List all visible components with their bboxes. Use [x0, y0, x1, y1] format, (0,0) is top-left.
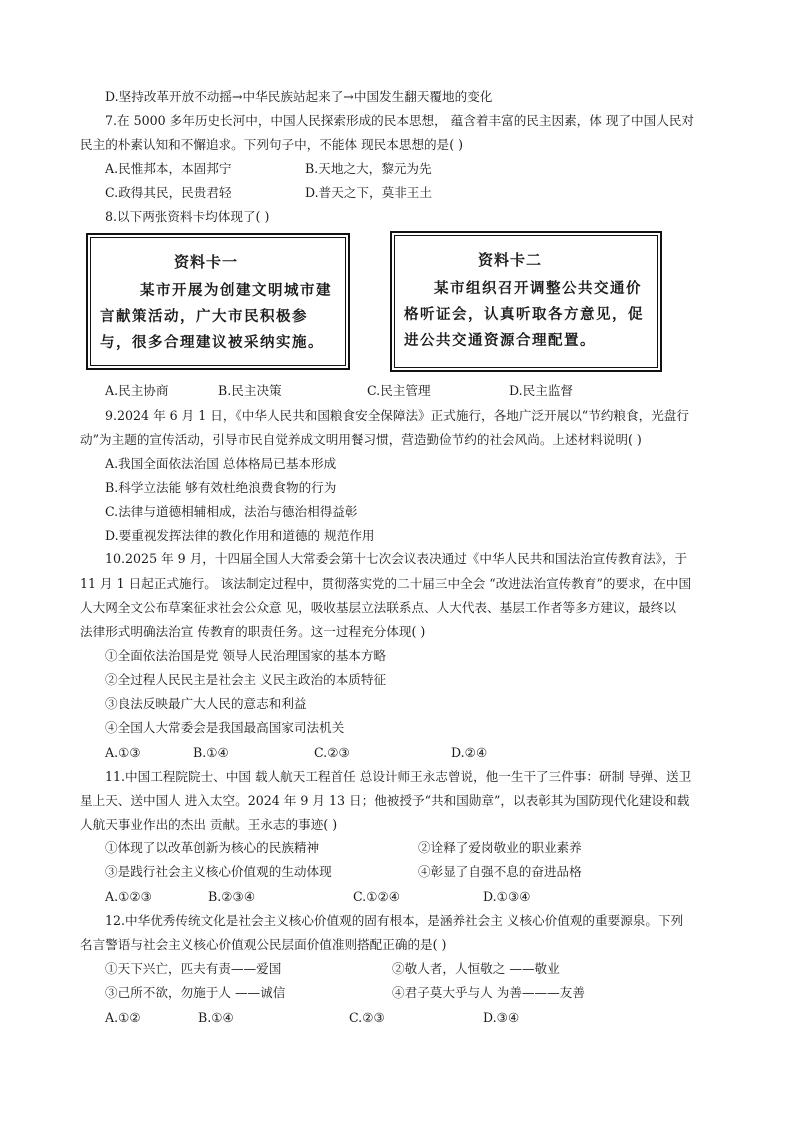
info-card-2-line3: 进公共交通资源合理配置。	[404, 332, 596, 349]
q12-option-a: A.①②	[105, 1010, 141, 1025]
q7-stem-line1: 7.在 5000 多年历史长河中，中国人民探索形成的民本思想， 蕴含着丰富的民主因素，体 现了中国人民对	[105, 113, 695, 128]
q11-statement-4: ④彰显了自强不息的奋进品格	[418, 864, 582, 879]
q10-stem-line3: 人大网全文公布草案征求社会公众意 见，吸收基层立法联系点、人大代表、基层工作者等多方建议，最终以	[80, 600, 676, 615]
q12-statement-3: ③己所不欲，勿施于人 ——诚信	[105, 985, 286, 1000]
info-card-1	[86, 233, 350, 370]
q10-statement-1: ①全面依法治国是党 领导人民治理国家的基本方略	[105, 648, 387, 663]
q12-option-c: C.②③	[349, 1010, 385, 1025]
q8-stem: 8.以下两张资料卡均体现了( )	[105, 209, 270, 224]
q12-statement-1: ①天下兴亡，匹夫有责——爱国	[105, 961, 282, 976]
q11-stem-line2: 星上天、送中国人 进入太空。2024 年 9 月 13 日；他被授予“共和国勋章”，以表彰其为国防现代化建设和载	[80, 793, 690, 808]
q10-statement-4: ④全国人大常委会是我国最高国家司法机关	[105, 720, 345, 735]
q9-stem-line1: 9.2024 年 6 月 1 日，《中华人民共和国粮食安全保障法》正式施行，各地广泛开展以“节约粮食，光盘行	[105, 408, 689, 423]
q10-statement-2: ②全过程人民民主是社会主 义民主政治的本质特征	[105, 672, 387, 687]
q12-stem-line2: 名言警语与社会主义核心价值观公民层面价值准则搭配正确的是( )	[80, 937, 447, 952]
q7-option-a: A.民惟邦本，本固邦宁	[105, 161, 232, 176]
q8-option-d: D.民主监督	[509, 383, 574, 398]
q10-stem-line1: 10.2025 年 9 月，十四届全国人大常委会第十七次会议表决通过《中华人民共和国法治宣传教育法》，于	[105, 551, 688, 566]
q10-statement-3: ③良法反映最广大人民的意志和利益	[105, 696, 307, 711]
q12-statement-4: ④君子莫大乎与人 为善———友善	[392, 985, 585, 1000]
q10-stem-line4: 法律形式明确法治宣 传教育的职责任务。这一过程充分体现( )	[80, 624, 426, 639]
q6-option-d: D.坚持改革开放不动摇→中华民族站起来了→中国发生翻天覆地的变化	[105, 89, 493, 104]
q11-statement-3: ③是践行社会主义核心价值观的生动体现	[105, 864, 332, 879]
q8-option-b: B.民主决策	[218, 383, 282, 398]
q11-option-a: A.①②③	[105, 889, 152, 904]
q8-option-c: C.民主管理	[367, 383, 431, 398]
q10-option-c: C.②③	[314, 745, 350, 760]
q10-stem-line2: 11 月 1 日起正式施行。 该法制定过程中，贯彻落实党的二十届三中全会 “改进法治宣传教育”的要求，在中国	[80, 576, 692, 591]
info-card-2-title: 资料卡二	[478, 251, 543, 269]
q12-statement-2: ②敬人者，人恒敬之 ——敬业	[392, 961, 560, 976]
q7-option-c: C.政得其民，民贵君轻	[105, 185, 232, 200]
q11-stem-line1: 11.中国工程院院士、中国 载人航天工程首任 总设计师王永志曾说，他一生干了三件事：研制 导弹、送卫	[105, 769, 692, 784]
q10-option-b: B.①④	[193, 745, 229, 760]
q7-option-d: D.普天之下，莫非王土	[305, 185, 432, 200]
q9-option-c: C.法律与道德相辅相成，法治与德治相得益彰	[105, 504, 358, 519]
q11-statement-1: ①体现了以改革创新为核心的民族精神	[105, 840, 320, 855]
info-card-1-line1: 某市开展为创建文明城市建	[140, 282, 332, 299]
q9-option-b: B.科学立法能 够有效杜绝浪费食物的行为	[105, 480, 337, 495]
q9-option-a: A.我国全面依法治国 总体格局已基本形成	[105, 456, 337, 471]
q12-option-d: D.③④	[483, 1010, 520, 1025]
info-card-2-line1: 某市组织召开调整公共交通价	[434, 280, 642, 297]
info-card-2	[390, 231, 662, 372]
info-card-1-line2: 言献策活动，广大市民积极参	[100, 308, 308, 325]
q11-option-c: C.①②④	[353, 889, 401, 904]
q7-stem-line2: 民主的朴素认知和不懈追求。下列句子中，不能体 现民本思想的是( )	[80, 137, 464, 152]
q10-option-d: D.②④	[451, 745, 488, 760]
info-card-1-line3: 与，很多合理建议被采纳实施。	[100, 334, 324, 351]
info-card-2-line2: 格听证会，认真听取各方意见，促	[404, 306, 644, 323]
q11-statement-2: ②诠释了爱岗敬业的职业素养	[418, 840, 582, 855]
q12-option-b: B.①④	[198, 1010, 234, 1025]
q11-stem-line3: 人航天事业作出的杰出 贡献。王永志的事迹( )	[80, 817, 338, 832]
q9-stem-line2: 动”为主题的宣传活动，引导市民自觉养成文明用餐习惯，营造勤俭节约的社会风尚。上述材料说明( )	[80, 432, 642, 447]
info-card-1-title: 资料卡一	[174, 253, 239, 271]
q8-option-a: A.民主协商	[105, 383, 169, 398]
q11-option-d: D.①③④	[483, 889, 531, 904]
q7-option-b: B.天地之大，黎元为先	[305, 161, 432, 176]
q11-option-b: B.②③④	[208, 889, 256, 904]
q9-option-d: D.要重视发挥法律的教化作用和道德的 规范作用	[105, 528, 375, 543]
q10-option-a: A.①③	[105, 745, 141, 760]
q12-stem-line1: 12.中华优秀传统文化是社会主义核心价值观的固有根本，是涵养社会主 义核心价值观的重要源泉。下列	[105, 913, 684, 928]
